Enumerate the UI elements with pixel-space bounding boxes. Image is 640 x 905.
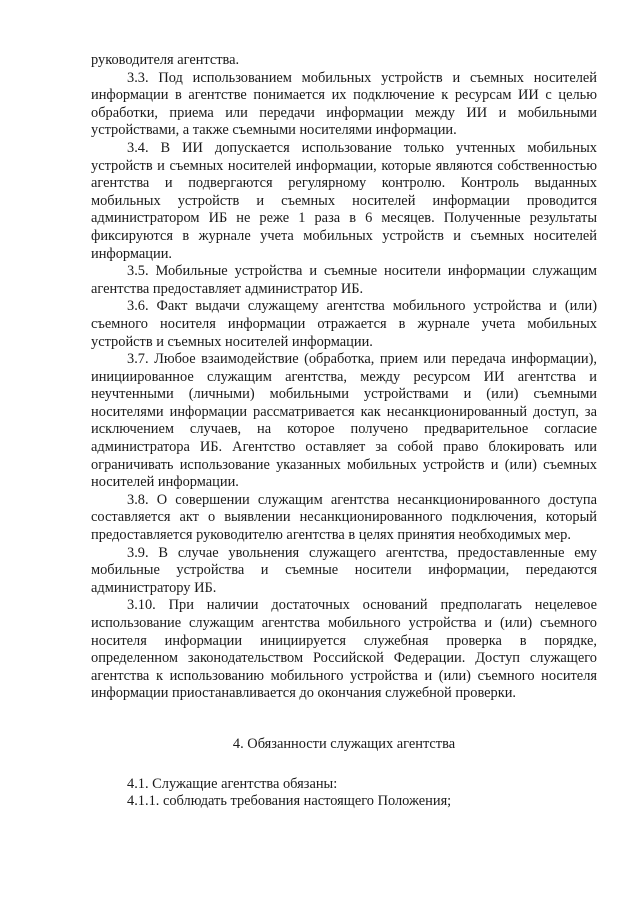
paragraph-3-10: 3.10. При наличии достаточных оснований предполагать нецелевое использование служащим агентства мобильного устройства и (или) съемного носителя информации инициируется служебная проверка в порядке, определенном законодательством Российской Федерации. Доступ служащего агентства к использованию мобильного устройства и (или) съемного носителя информации приостанавливается до окончания служебной проверки.	[91, 597, 597, 702]
paragraph-3-7: 3.7. Любое взаимодействие (обработка, прием или передача информации), инициированное служащим агентства, между ресурсом ИИ агентства и неучтенными (личными) мобильными устройствами и (или) съемными носителями информации рассматривается как несанкционированный доступ, за исключением случаев, на которое получено предварительное согласие администратора ИБ. Агентство оставляет за собой право блокировать или ограничивать использование указанных мобильных устройств и (или) съемных носителей информации.	[91, 351, 597, 491]
section-heading: 4. Обязанности служащих агентства	[232, 735, 456, 752]
paragraph-3-3: 3.3. Под использованием мобильных устройств и съемных носителей информации в агентстве понимается их подключение к ресурсам ИИ с целью обработки, приема или передачи информации между ИИ и мобильными устройствами, а также съемными носителями информации.	[91, 69, 597, 139]
subitem-4-1: 4.1. Служащие агентства обязаны:	[127, 775, 338, 792]
paragraph-3-9: 3.9. В случае увольнения служащего агентства, предоставленные ему мобильные устройства и съемные носители информации, передаются администратору ИБ.	[91, 544, 597, 596]
paragraph-3-4: 3.4. В ИИ допускается использование только учтенных мобильных устройств и съемных носителей информации, которые являются собственностью агентства и подвергаются регулярному контролю. Контроль выданных мобильных устройств и съемных носителей информации проводится администратором ИБ не реже 1 раза в 6 месяцев. Полученные результаты фиксируются в журнале учета мобильных устройств и съемных носителей информации.	[91, 139, 597, 262]
paragraph-continuation: руководителя агентства.	[91, 52, 240, 68]
subitem-4-1-1: 4.1.1. соблюдать требования настоящего Положения;	[127, 793, 452, 810]
paragraph-3-5: 3.5. Мобильные устройства и съемные носители информации служащим агентства предоставляет администратор ИБ.	[91, 263, 597, 297]
paragraph-3-8: 3.8. О совершении служащим агентства несанкционированного доступа составляется акт о выявлении несанкционированного подключения, который предоставляется руководителю агентства в целях принятия необходимых мер.	[91, 491, 597, 544]
document-body	[91, 52, 597, 811]
paragraph-3-6: 3.6. Факт выдачи служащему агентства мобильного устройства и (или) съемного носителя информации отражается в журнале учета мобильных устройств и съемных носителей информации.	[91, 298, 597, 350]
